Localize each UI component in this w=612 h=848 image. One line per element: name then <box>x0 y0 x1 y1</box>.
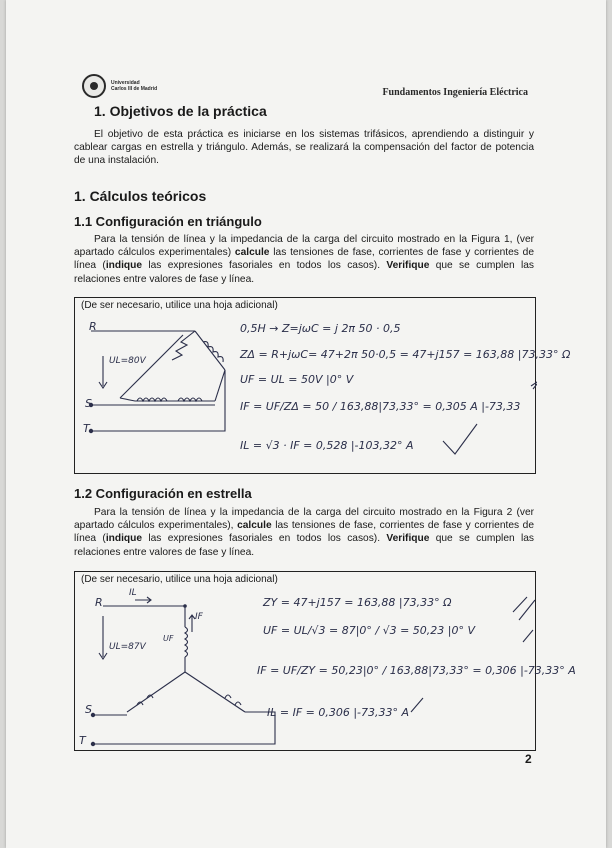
section-objectives-title: 1. Objetivos de la práctica <box>94 103 267 119</box>
objectives-paragraph: El objetivo de esta práctica es iniciarse en los sistemas trifásicos, aprendiendo a distinguir y cablear cargas en estrella y triángulo. Además, se realizará la compensación del factor de potencia de una instalación. <box>74 129 534 167</box>
star-answer-box <box>74 571 576 751</box>
star-box-note: (De ser necesario, utilice una hoja adicional) <box>81 574 278 585</box>
triangle-paragraph: Para la tensión de línea y la impedancia de la carga del circuito mostrado en la Figura 1, (ver apartado cálculos experimentales) calcule las tensiones de fase, corrientes de fase y corrientes de línea (indique las expresiones fasoriales en todos los casos). Verifique que se cumplen las relaciones entre valores de fase y línea. <box>74 234 534 285</box>
calc-line-4: IF = UF/ZΔ = 50 / 163,88|73,33° = 0,305 A |-73,33 <box>240 400 521 413</box>
label-line-current: IL <box>129 588 137 598</box>
document-page <box>6 0 606 848</box>
star-calc-line-1: ZY = 47+j157 = 163,88 |73,33° Ω <box>263 596 452 609</box>
label-t: T <box>83 422 90 435</box>
page-number: 2 <box>525 752 532 766</box>
section-star-title: 1.2 Configuración en estrella <box>74 486 252 501</box>
section-triangle-title: 1.1 Configuración en triángulo <box>74 214 262 229</box>
label-t: T <box>79 734 86 747</box>
label-s: S <box>85 703 92 716</box>
label-phase-current: IF <box>195 612 203 622</box>
label-phase-voltage: UF <box>163 634 174 643</box>
university-logo <box>82 74 157 98</box>
triangle-answer-box <box>74 297 571 474</box>
star-calc-line-4: IL = IF = 0,306 |-73,33° A <box>267 706 410 719</box>
university-seal-icon <box>82 74 106 98</box>
star-calc-line-3: IF = UF/ZY = 50,23|0° / 163,88|73,33° = 0,306 |-73,33° A <box>257 664 576 677</box>
label-line-voltage: UL=87V <box>109 642 146 652</box>
university-name: Universidad Carlos III de Madrid <box>111 80 158 92</box>
star-paragraph: Para la tensión de línea y la impedancia de la carga del circuito mostrado en la Figura 2 (ver apartado cálculos experimentales), calcule las tensiones de fase, corrientes de fase y corrientes de línea (indique las expresiones fasoriales en todos los casos). Verifique que se cumplen las relaciones entre valores de fase y línea. <box>74 507 535 558</box>
course-title: Fundamentos Ingeniería Eléctrica <box>382 87 528 98</box>
calc-line-3: UF = UL = 50V |0° V <box>240 373 354 386</box>
calc-line-5: IL = √3 · IF = 0,528 |-103,32° A <box>240 439 414 452</box>
calc-line-2: ZΔ = R+jωC= 47+2π 50·0,5 = 47+j157 = 163,88 |73,33° Ω <box>240 348 571 361</box>
label-s: S <box>85 397 92 410</box>
star-calc-line-2: UF = UL/√3 = 87|0° / √3 = 50,23 |0° V <box>263 624 476 637</box>
label-r: R <box>95 596 103 609</box>
label-line-voltage: UL=80V <box>109 356 146 366</box>
calc-line-1: 0,5H → Z=jωC = j 2π 50 · 0,5 <box>240 322 401 335</box>
section-theory-title: 1. Cálculos teóricos <box>74 188 207 204</box>
label-r: R <box>89 320 97 333</box>
triangle-box-note: (De ser necesario, utilice una hoja adicional) <box>81 300 278 311</box>
